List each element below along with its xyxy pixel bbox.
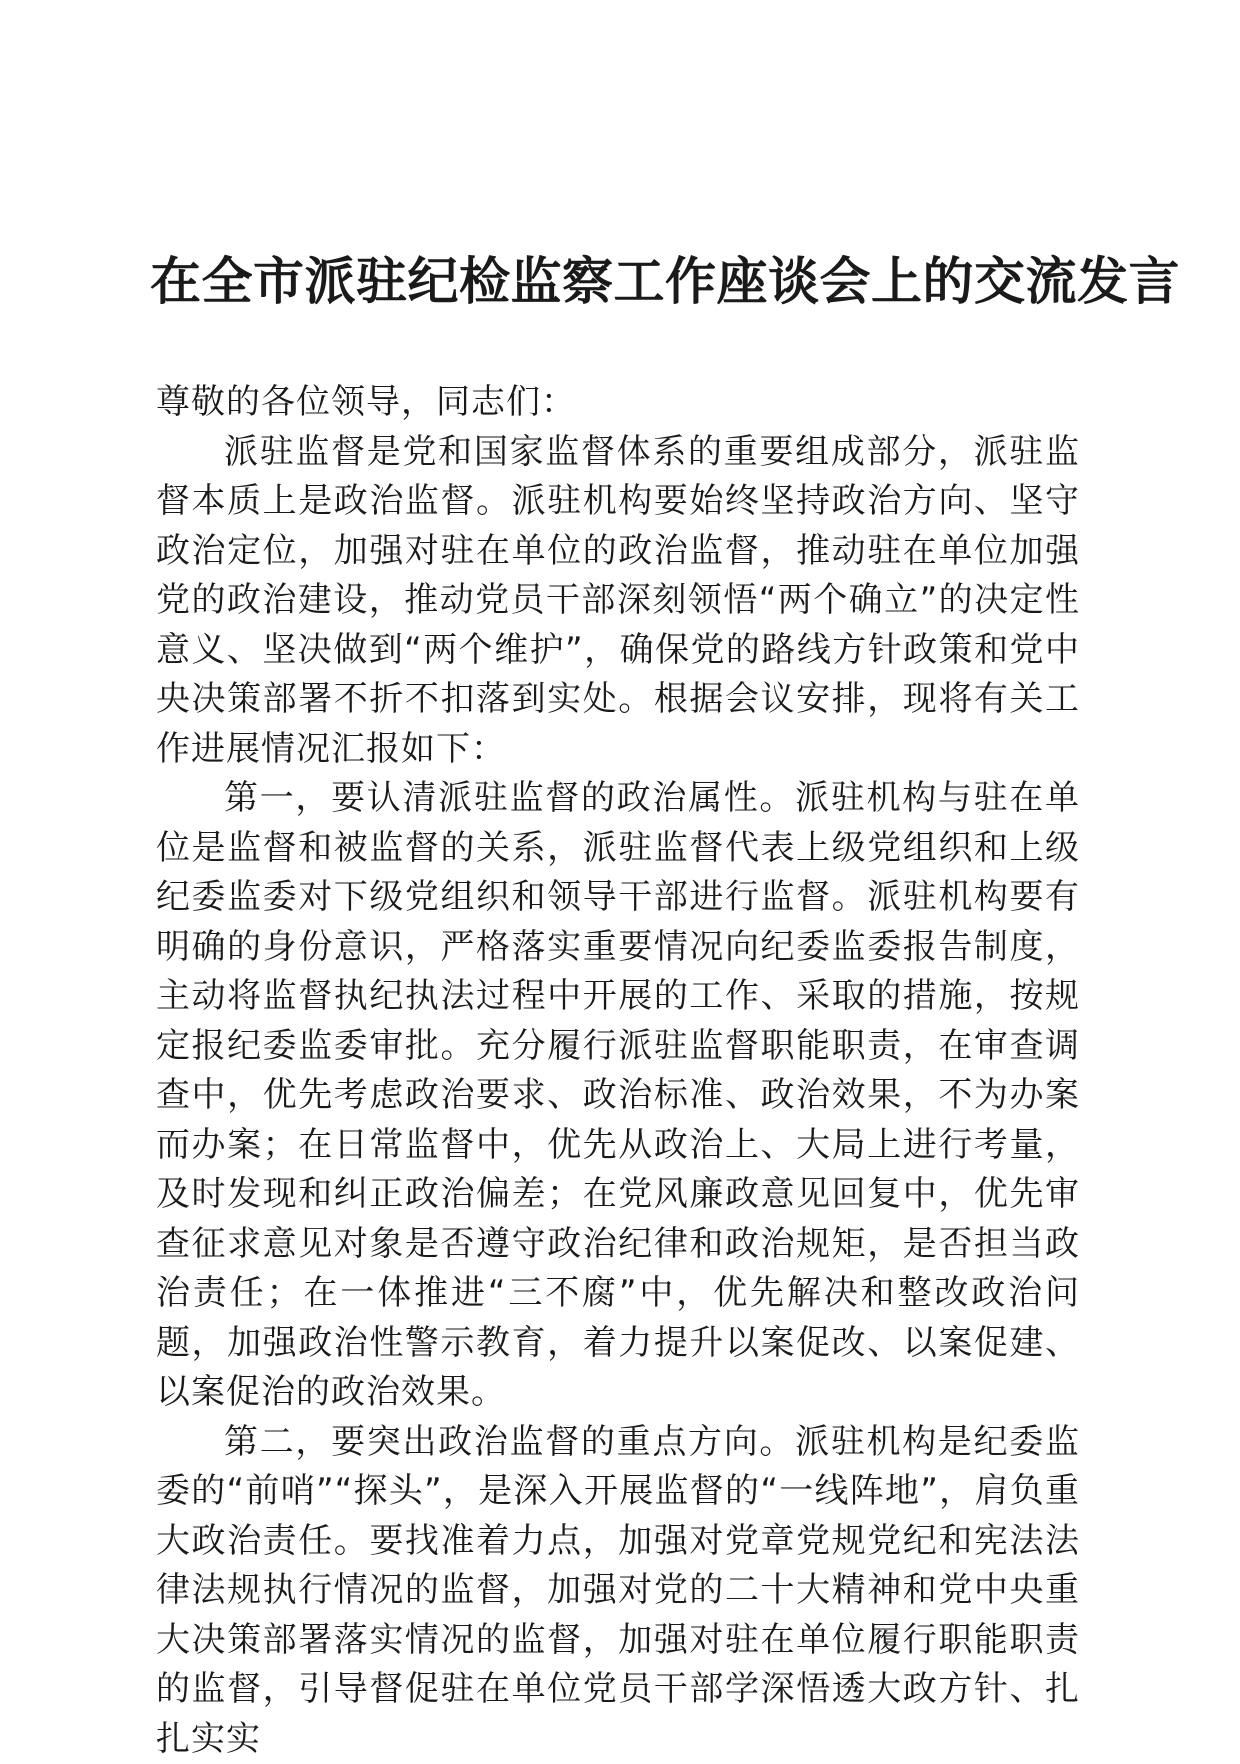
paragraph-intro: 派驻监督是党和国家监督体系的重要组成部分，派驻监督本质上是政治监督。派驻机构要始终坚持政治方向、坚守政治定位，加强对驻在单位的政治监督，推动驻在单位加强党的政治建设，推动党员干部深刻领悟“两个确立”的决定性意义、坚决做到“两个维护”，确保党的路线方针政策和党中央决策部署不折不扣落到实处。根据会议安排，现将有关工作进展情况汇报如下： (156, 428, 1080, 775)
paragraph-first-point: 第一，要认清派驻监督的政治属性。派驻机构与驻在单位是监督和被监督的关系，派驻监督代表上级党组织和上级纪委监委对下级党组织和领导干部进行监督。派驻机构要有明确的身份意识，严格落实重要情况向纪委监委报告制度，主动将监督执纪执法过程中开展的工作、采取的措施，按规定报纪委监委审批。充分履行派驻监督职能职责，在审查调查中，优先考虑政治要求、政治标准、政治效果，不为办案而办案；在日常监督中，优先从政治上、大局上进行考量，及时发现和纠正政治偏差；在党风廉政意见回复中，优先审查征求意见对象是否遵守政治纪律和政治规矩，是否担当政治责任；在一体推进“三不腐”中，优先解决和整改政治问题，加强政治性警示教育，着力提升以案促改、以案促建、以案促治的政治效果。 (156, 774, 1080, 1418)
document-body (156, 378, 1080, 1764)
paragraph-second-point: 第二，要突出政治监督的重点方向。派驻机构是纪委监委的“前哨”“探头”，是深入开展监督的“一线阵地”，肩负重大政治责任。要找准着力点，加强对党章党规党纪和宪法法律法规执行情况的监督，加强对党的二十大精神和党中央重大决策部署落实情况的监督，加强对驻在单位履行职能职责的监督，引导督促驻在单位党员干部学深悟透大政方针、扎扎实实 (156, 1418, 1080, 1764)
salutation: 尊敬的各位领导，同志们： (156, 378, 1080, 428)
document-title: 在全市派驻纪检监察工作座谈会上的交流发言 (150, 248, 1090, 316)
